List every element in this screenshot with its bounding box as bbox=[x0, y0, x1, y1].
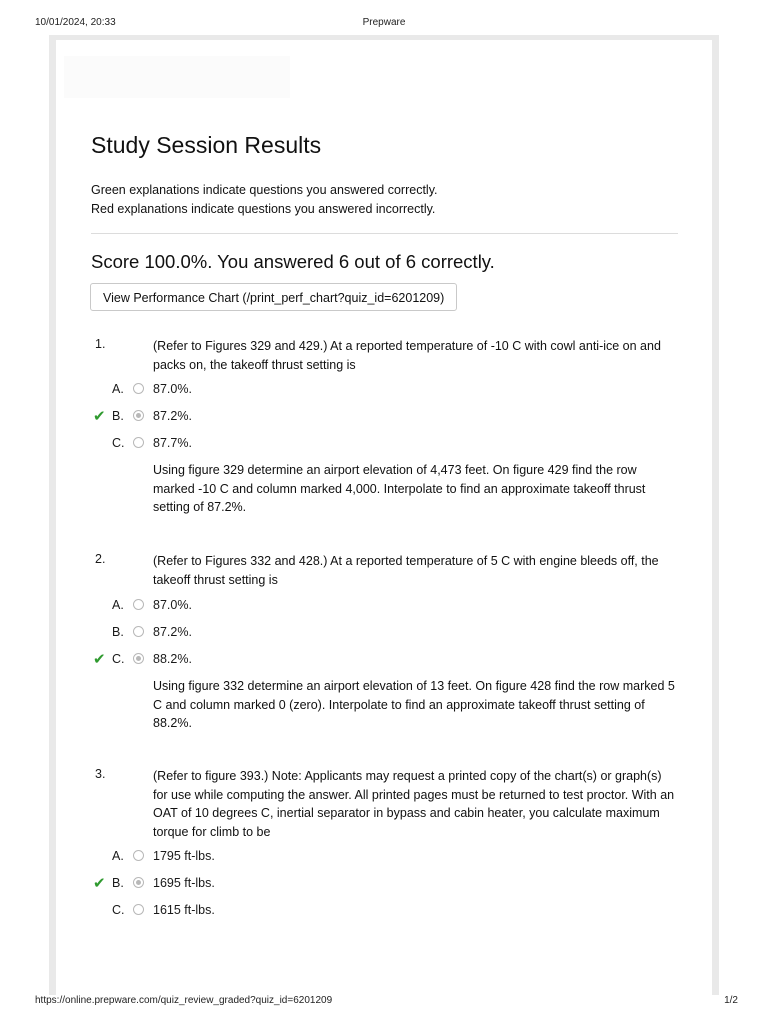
choice-1c[interactable] bbox=[56, 435, 712, 453]
check-icon: ✔ bbox=[93, 650, 106, 668]
choice-letter: C. bbox=[112, 436, 125, 450]
choice-2a[interactable] bbox=[56, 597, 712, 615]
choice-letter: A. bbox=[112, 849, 124, 863]
radio-icon[interactable] bbox=[133, 383, 144, 394]
choice-letter: A. bbox=[112, 382, 124, 396]
choice-text: 87.2%. bbox=[153, 625, 192, 639]
choice-text: 87.7%. bbox=[153, 436, 192, 450]
question-text: (Refer to figure 393.) Note: Applicants may request a printed copy of the chart(s) or graph(s) for use while computing the answer. All printed pages must be returned to test proctor. With an OAT of 10 degrees C, inertial separator in bypass and cabin heater, you calculate maximum torque for climb to be bbox=[153, 769, 675, 839]
page-title: Study Session Results bbox=[91, 132, 322, 158]
divider bbox=[91, 233, 678, 234]
choice-letter: A. bbox=[112, 598, 124, 612]
question-text: (Refer to Figures 329 and 429.) At a reported temperature of -10 C with cowl anti-ice on and packs on, the takeoff thrust setting is bbox=[153, 339, 661, 372]
radio-icon[interactable] bbox=[133, 653, 144, 664]
radio-icon[interactable] bbox=[133, 904, 144, 915]
choice-text: 1695 ft-lbs. bbox=[153, 876, 215, 890]
choice-2c[interactable] bbox=[56, 651, 712, 669]
choice-text: 1795 ft-lbs. bbox=[153, 849, 215, 863]
choice-text: 87.0%. bbox=[153, 382, 192, 396]
question-number: 1. bbox=[95, 337, 106, 351]
print-footer bbox=[35, 995, 738, 1009]
question-number: 2. bbox=[95, 552, 106, 566]
choice-text: 1615 ft-lbs. bbox=[153, 903, 215, 917]
question-text: (Refer to Figures 332 and 428.) At a reported temperature of 5 C with engine bleeds off, the takeoff thrust setting is bbox=[153, 554, 659, 587]
explanation-2: Using figure 332 determine an airport elevation of 13 feet. On figure 428 find the row marked 5 C and column marked 0 (zero). Interpolate to find an approximate takeoff thrust setting of 88.2%. bbox=[153, 679, 675, 730]
choice-3a[interactable] bbox=[56, 848, 712, 866]
print-date: 10/01/2024, 20:33 bbox=[35, 17, 116, 28]
choice-letter: C. bbox=[112, 903, 125, 917]
print-page-number: 1/2 bbox=[724, 995, 738, 1006]
legend-incorrect: Red explanations indicate questions you answered incorrectly. bbox=[91, 202, 436, 216]
print-header bbox=[35, 17, 733, 31]
question-number: 3. bbox=[95, 767, 106, 781]
choice-letter: B. bbox=[112, 876, 124, 890]
choice-letter: B. bbox=[112, 625, 124, 639]
print-title: Prepware bbox=[362, 17, 406, 28]
choice-1a[interactable] bbox=[56, 381, 712, 399]
radio-icon[interactable] bbox=[133, 877, 144, 888]
choice-3b[interactable] bbox=[56, 875, 712, 893]
choice-text: 88.2%. bbox=[153, 652, 192, 666]
choice-text: 87.2%. bbox=[153, 409, 192, 423]
choice-text: 87.0%. bbox=[153, 598, 192, 612]
result-legend bbox=[91, 181, 438, 219]
results-card bbox=[56, 40, 712, 995]
choice-2b[interactable] bbox=[56, 624, 712, 642]
radio-icon[interactable] bbox=[133, 626, 144, 637]
radio-icon[interactable] bbox=[133, 599, 144, 610]
check-icon: ✔ bbox=[93, 874, 106, 892]
choice-letter: B. bbox=[112, 409, 124, 423]
view-performance-chart-button[interactable]: View Performance Chart (/print_perf_chart?quiz_id=6201209) bbox=[90, 283, 457, 311]
radio-icon[interactable] bbox=[133, 410, 144, 421]
radio-icon[interactable] bbox=[133, 850, 144, 861]
legend-correct: Green explanations indicate questions you answered correctly. bbox=[91, 183, 438, 197]
choice-3c[interactable] bbox=[56, 902, 712, 920]
explanation-1: Using figure 329 determine an airport elevation of 4,473 feet. On figure 429 find the row marked -10 C and column marked 4,000. Interpolate to find an approximate takeoff thrust setting of 87.2%. bbox=[153, 463, 646, 514]
choice-1b[interactable] bbox=[56, 408, 712, 426]
score-summary: Score 100.0%. You answered 6 out of 6 correctly. bbox=[91, 251, 495, 272]
print-url: https://online.prepware.com/quiz_review_graded?quiz_id=6201209 bbox=[35, 995, 333, 1006]
logo-area bbox=[64, 56, 290, 98]
radio-icon[interactable] bbox=[133, 437, 144, 448]
check-icon: ✔ bbox=[93, 407, 106, 425]
choice-letter: C. bbox=[112, 652, 125, 666]
